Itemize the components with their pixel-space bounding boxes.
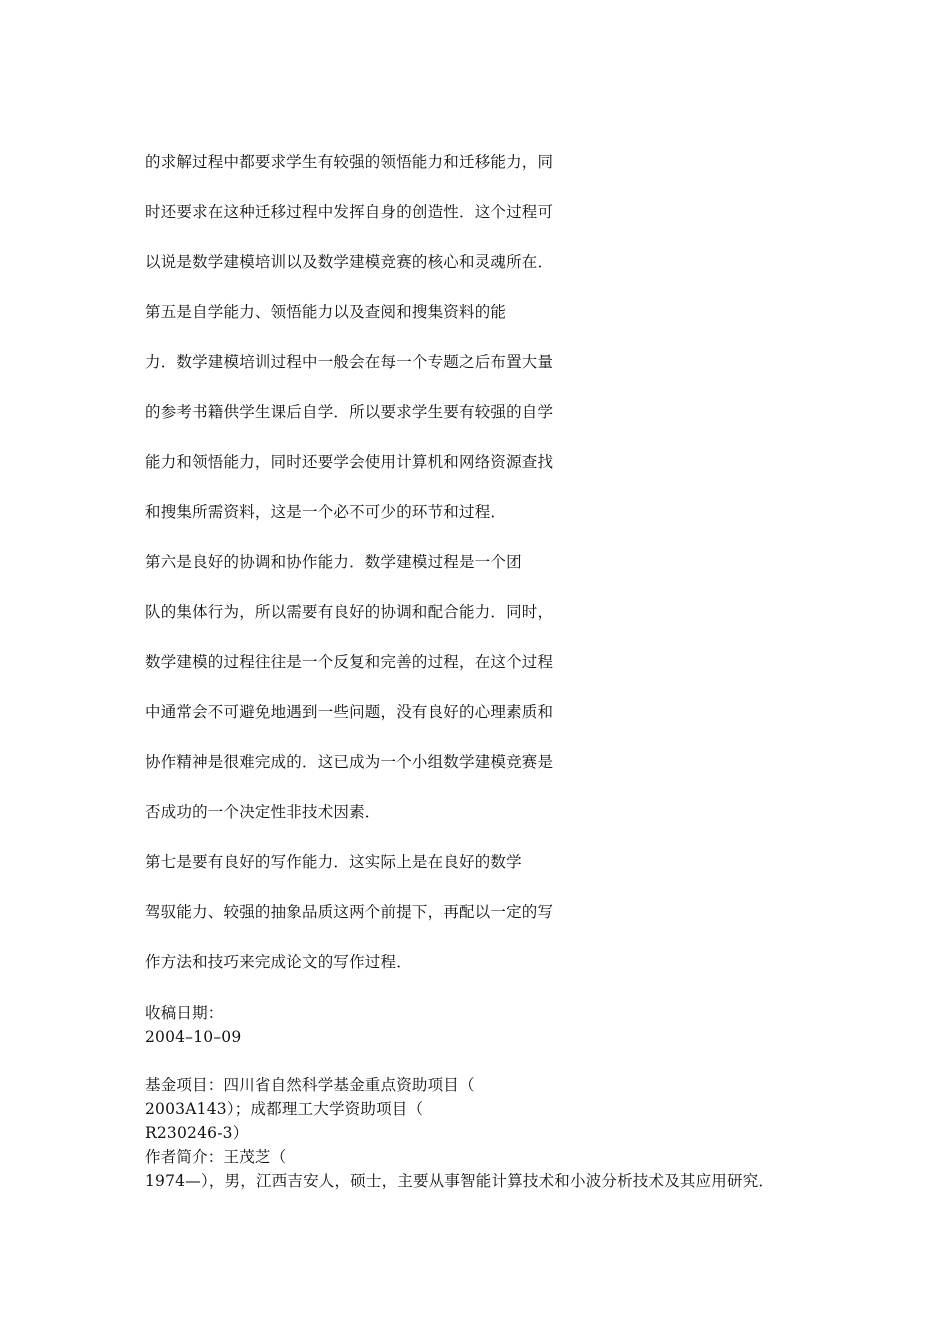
- footnote-spacer: [145, 1049, 845, 1073]
- body-line: 第五是自学能力、领悟能力以及查阅和搜集资料的能: [145, 303, 507, 321]
- received-date: 2004–10–09: [145, 1028, 242, 1046]
- body-line: 第六是良好的协调和协作能力．数学建模过程是一个团: [145, 553, 522, 571]
- body-line: 的求解过程中都要求学生有较强的领悟能力和迁移能力，同: [145, 153, 554, 171]
- body-line: 作方法和技巧来完成论文的写作过程．: [145, 953, 412, 971]
- article-footnotes: [145, 1001, 845, 1193]
- body-line: 和搜集所需资料，这是一个必不可少的环节和过程．: [145, 503, 507, 521]
- body-line: 否成功的一个决定性非技术因素．: [145, 803, 381, 821]
- article-body: [145, 150, 845, 1000]
- body-line: 协作精神是很难完成的．这已成为一个小组数学建模竞赛是: [145, 753, 554, 771]
- fund-line: R230246-3）: [145, 1124, 249, 1142]
- body-line: 以说是数学建模培训以及数学建模竞赛的核心和灵魂所在．: [145, 253, 554, 271]
- body-line: 驾驭能力、较强的抽象品质这两个前提下，再配以一定的写: [145, 903, 554, 921]
- body-line: 的参考书籍供学生课后自学．所以要求学生要有较强的自学: [145, 403, 554, 421]
- body-line: 时还要求在这种迁移过程中发挥自身的创造性．这个过程可: [145, 203, 554, 221]
- author-line: 1974—），男，江西吉安人，硕士，主要从事智能计算技术和小波分析技术及其应用研究．: [145, 1172, 775, 1190]
- received-label: 收稿日期：: [145, 1004, 224, 1022]
- body-line: 队的集体行为，所以需要有良好的协调和配合能力．同时，: [145, 603, 554, 621]
- body-line: 中通常会不可避免地遇到一些问题，没有良好的心理素质和: [145, 703, 554, 721]
- body-line: 数学建模的过程往往是一个反复和完善的过程，在这个过程: [145, 653, 554, 671]
- body-line: 第七是要有良好的写作能力．这实际上是在良好的数学: [145, 853, 522, 871]
- fund-line: 基金项目：四川省自然科学基金重点资助项目（: [145, 1076, 475, 1094]
- fund-line: 2003A143）；成都理工大学资助项目（: [145, 1100, 424, 1118]
- author-line: 作者简介：王茂芝（: [145, 1148, 287, 1166]
- body-line: 力．数学建模培训过程中一般会在每一个专题之后布置大量: [145, 353, 554, 371]
- body-line: 能力和领悟能力，同时还要学会使用计算机和网络资源查找: [145, 453, 554, 471]
